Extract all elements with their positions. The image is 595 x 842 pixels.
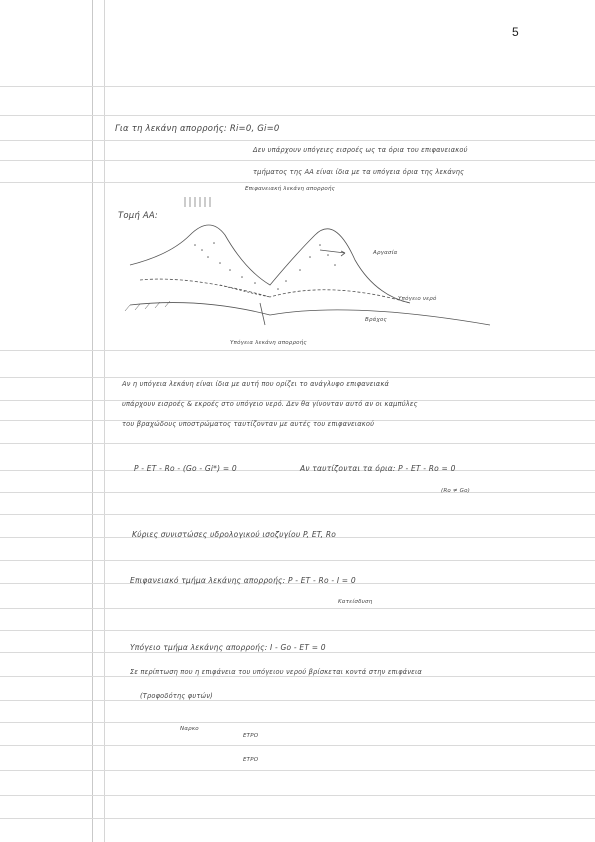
ruled-line — [0, 770, 595, 771]
ruled-line — [0, 140, 595, 141]
text-line: του βραχώδους υποστρώματος ταυτίζονταν με αυτές του επιφανειακού — [122, 420, 375, 428]
text-line: υπάρχουν εισροές & εκροές στο υπόγειο νερό. Δεν θα γίνονταν αυτό αν οι καμπύλες — [122, 400, 418, 408]
ruled-line — [0, 745, 595, 746]
text-line: Σε περίπτωση που η επιφάνεια του υπόγειου νερού βρίσκεται κοντά στην επιφάνεια — [130, 668, 422, 676]
ruled-line — [0, 470, 595, 471]
sketch-label-rock: Βράχος — [365, 317, 387, 323]
ruled-line — [0, 818, 595, 819]
ruled-line — [0, 722, 595, 723]
ruled-line — [0, 160, 595, 161]
ruled-line — [0, 700, 595, 701]
ruled-line — [0, 115, 595, 116]
sketch-label-sub-basin: Υπόγεια λεκάνη απορροής — [230, 340, 307, 346]
ruled-line — [0, 795, 595, 796]
ruled-line — [0, 86, 595, 87]
ruled-line — [0, 350, 595, 351]
ruled-line — [0, 560, 595, 561]
margin-line — [104, 0, 105, 842]
ruled-line — [0, 182, 595, 183]
equation-sub: (Ro ≠ Go) — [441, 488, 471, 494]
ruled-line — [0, 608, 595, 609]
ruled-line — [0, 492, 595, 493]
small-note: Ναρκο — [180, 726, 199, 732]
text-line: Κύριες συνιστώσες υδρολογικού ισοζυγίου P, ET, Ro — [132, 530, 337, 539]
sketch-label-surface-basin: Επιφανειακή λεκάνη απορροής — [245, 186, 336, 192]
text-line: Δεν υπάρχουν υπόγειες εισροές ως τα όρια του επιφανειακού — [253, 146, 468, 154]
etpo-label: ETPO — [243, 733, 259, 739]
ruled-line — [0, 514, 595, 515]
text-line: τμήματος της ΑΑ είναι ίδια με τα υπόγεια όρια της λεκάνης — [253, 168, 465, 176]
ruled-line — [0, 377, 595, 378]
equation-note: Αν ταυτίζονται τα όρια: P - ET - Ro = 0 — [300, 464, 456, 473]
equation: P - ET - Ro - (Go - Gi*) = 0 — [134, 464, 237, 473]
text-line: (Τροφοδότης φυτών) — [140, 692, 213, 700]
heading: Για τη λεκάνη απορροής: Ri=0, Gi=0 — [115, 124, 280, 134]
equation: Υπόγειο τμήμα λεκάνης απορροής: I - Go - ET = 0 — [130, 643, 326, 652]
sketch-label-groundwater: Υπόγειο νερό — [398, 296, 437, 302]
etpo-label: ETPO — [243, 757, 259, 763]
cross-section-sketch — [110, 185, 510, 350]
equation-sub: Κατείσδυση — [338, 599, 373, 605]
sketch-label-aquifer: Αργασία — [373, 250, 398, 256]
text-line: Αν η υπόγεια λεκάνη είναι ίδια με αυτή που ορίζει το ανάγλυφο επιφανειακά — [122, 380, 390, 388]
ruled-line — [0, 676, 595, 677]
page-number: 5 — [512, 25, 519, 39]
ruled-line — [0, 443, 595, 444]
equation: Επιφανειακό τμήμα λεκάνης απορροής: P - ET - Ro - I = 0 — [130, 576, 356, 585]
margin-line — [92, 0, 93, 842]
section-label: Τομή ΑΑ: — [118, 211, 158, 221]
ruled-line — [0, 652, 595, 653]
ruled-line — [0, 630, 595, 631]
